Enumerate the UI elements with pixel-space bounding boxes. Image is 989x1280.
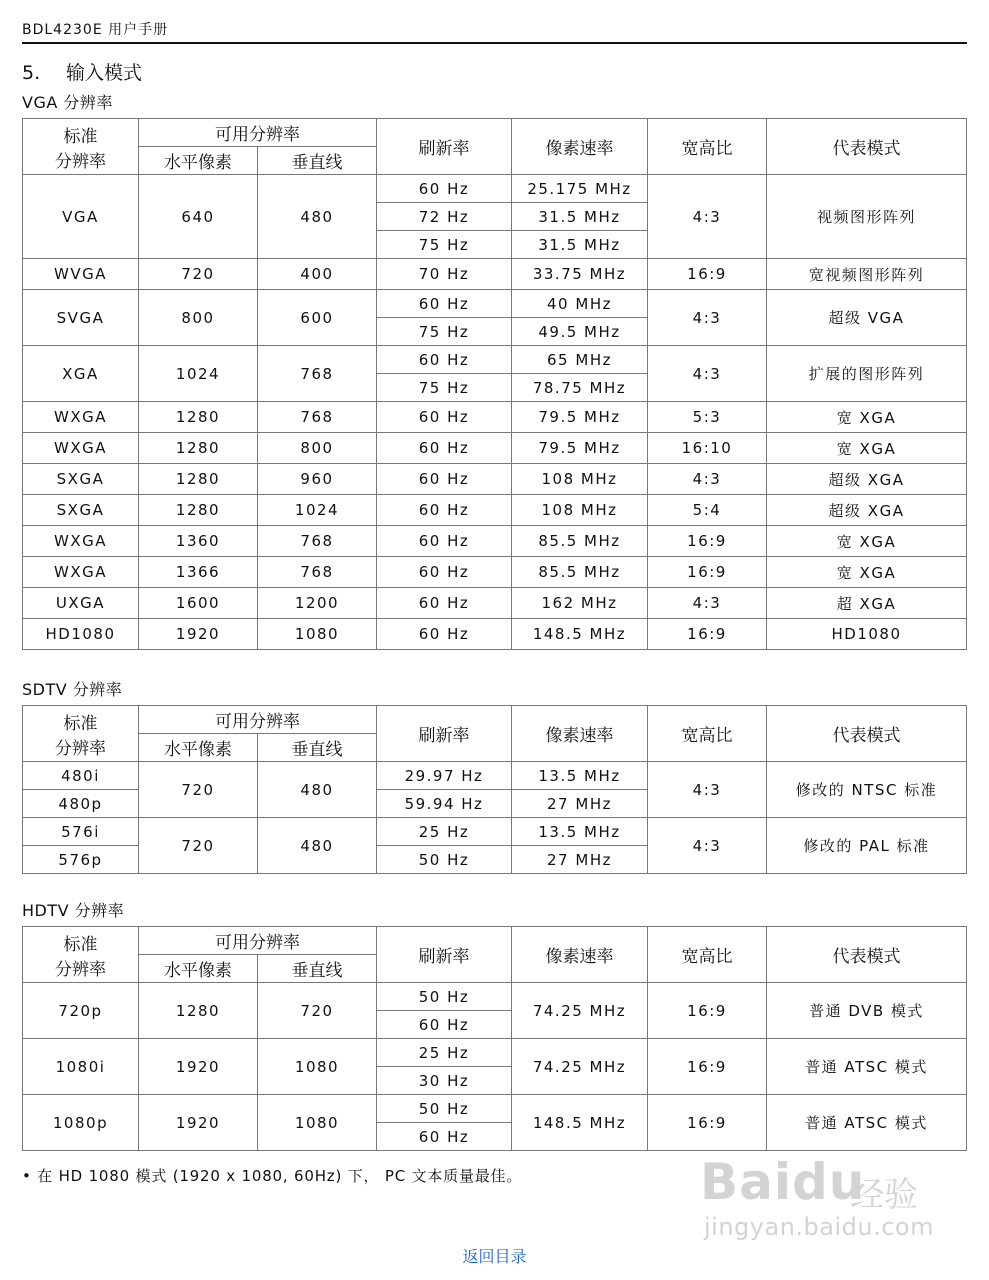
sdtv-resolution-table bbox=[22, 705, 967, 874]
table-row bbox=[23, 175, 967, 203]
mode-cell: 宽 XGA bbox=[767, 557, 967, 588]
table-row bbox=[23, 526, 967, 557]
hdtv-resolution-table bbox=[22, 926, 967, 1151]
refresh-cell: 50 Hz bbox=[377, 846, 512, 874]
standard-cell: SXGA bbox=[23, 464, 139, 495]
header-standard-resolution: 标准 分辨率 bbox=[23, 119, 139, 175]
header-horizontal-pixels: 水平像素 bbox=[139, 734, 258, 762]
horizontal-cell: 1600 bbox=[139, 588, 258, 619]
mode-cell: 宽 XGA bbox=[767, 433, 967, 464]
horizontal-cell: 800 bbox=[139, 290, 258, 346]
pixel-rate-cell: 33.75 MHz bbox=[512, 259, 648, 290]
horizontal-cell: 720 bbox=[139, 818, 258, 874]
vertical-cell: 600 bbox=[258, 290, 377, 346]
pixel-rate-cell: 79.5 MHz bbox=[512, 433, 648, 464]
standard-cell: 1080p bbox=[23, 1095, 139, 1151]
refresh-cell: 60 Hz bbox=[377, 495, 512, 526]
refresh-cell: 72 Hz bbox=[377, 203, 512, 231]
page-header: BDL4230E 用户手册 bbox=[22, 19, 967, 44]
header-pixel-rate: 像素速率 bbox=[512, 119, 648, 175]
mode-cell: 修改的 NTSC 标准 bbox=[767, 762, 967, 818]
pixel-rate-cell: 13.5 MHz bbox=[512, 818, 648, 846]
aspect-cell: 16:10 bbox=[648, 433, 767, 464]
vga-table-title: VGA 分辨率 bbox=[22, 93, 113, 112]
refresh-cell: 60 Hz bbox=[377, 1123, 512, 1151]
standard-cell: UXGA bbox=[23, 588, 139, 619]
mode-cell: 扩展的图形阵列 bbox=[767, 346, 967, 402]
table-row bbox=[23, 1039, 967, 1067]
table-row bbox=[23, 464, 967, 495]
horizontal-cell: 1366 bbox=[139, 557, 258, 588]
refresh-cell: 29.97 Hz bbox=[377, 762, 512, 790]
refresh-cell: 60 Hz bbox=[377, 1011, 512, 1039]
refresh-cell: 50 Hz bbox=[377, 983, 512, 1011]
mode-cell: 超 XGA bbox=[767, 588, 967, 619]
vertical-cell: 800 bbox=[258, 433, 377, 464]
table-row bbox=[23, 495, 967, 526]
aspect-cell: 4:3 bbox=[648, 346, 767, 402]
mode-cell: 超级 XGA bbox=[767, 495, 967, 526]
standard-cell: 720p bbox=[23, 983, 139, 1039]
table-row bbox=[23, 346, 967, 374]
horizontal-cell: 1360 bbox=[139, 526, 258, 557]
aspect-cell: 16:9 bbox=[648, 983, 767, 1039]
pixel-rate-cell: 40 MHz bbox=[512, 290, 648, 318]
pixel-rate-cell: 49.5 MHz bbox=[512, 318, 648, 346]
header-vertical-lines: 垂直线 bbox=[258, 147, 377, 175]
standard-cell: 480i bbox=[23, 762, 139, 790]
vertical-cell: 480 bbox=[258, 762, 377, 818]
vga-resolution-table bbox=[22, 118, 967, 650]
header-horizontal-pixels: 水平像素 bbox=[139, 147, 258, 175]
header-aspect-ratio: 宽高比 bbox=[648, 706, 767, 762]
refresh-cell: 60 Hz bbox=[377, 619, 512, 650]
header-pixel-rate: 像素速率 bbox=[512, 927, 648, 983]
mode-cell: HD1080 bbox=[767, 619, 967, 650]
pixel-rate-cell: 31.5 MHz bbox=[512, 203, 648, 231]
standard-cell: 1080i bbox=[23, 1039, 139, 1095]
standard-cell: WXGA bbox=[23, 557, 139, 588]
header-standard-resolution: 标准 分辨率 bbox=[23, 927, 139, 983]
horizontal-cell: 1280 bbox=[139, 495, 258, 526]
refresh-cell: 30 Hz bbox=[377, 1067, 512, 1095]
refresh-cell: 60 Hz bbox=[377, 526, 512, 557]
vertical-cell: 480 bbox=[258, 818, 377, 874]
header-vertical-lines: 垂直线 bbox=[258, 955, 377, 983]
pixel-rate-cell: 148.5 MHz bbox=[512, 1095, 648, 1151]
refresh-cell: 60 Hz bbox=[377, 402, 512, 433]
standard-cell: 576p bbox=[23, 846, 139, 874]
watermark-logo-text: Baidu bbox=[700, 1153, 866, 1211]
refresh-cell: 25 Hz bbox=[377, 818, 512, 846]
table-row bbox=[23, 402, 967, 433]
mode-cell: 普通 ATSC 模式 bbox=[767, 1095, 967, 1151]
header-available-resolution: 可用分辨率 bbox=[139, 706, 377, 734]
mode-cell: 宽视频图形阵列 bbox=[767, 259, 967, 290]
pixel-rate-cell: 108 MHz bbox=[512, 464, 648, 495]
aspect-cell: 4:3 bbox=[648, 175, 767, 259]
refresh-cell: 60 Hz bbox=[377, 290, 512, 318]
standard-cell: HD1080 bbox=[23, 619, 139, 650]
vertical-cell: 1200 bbox=[258, 588, 377, 619]
horizontal-cell: 720 bbox=[139, 762, 258, 818]
horizontal-cell: 1024 bbox=[139, 346, 258, 402]
pixel-rate-cell: 25.175 MHz bbox=[512, 175, 648, 203]
aspect-cell: 16:9 bbox=[648, 526, 767, 557]
refresh-cell: 60 Hz bbox=[377, 175, 512, 203]
aspect-cell: 5:4 bbox=[648, 495, 767, 526]
header-available-resolution: 可用分辨率 bbox=[139, 927, 377, 955]
pixel-rate-cell: 31.5 MHz bbox=[512, 231, 648, 259]
mode-cell: 视频图形阵列 bbox=[767, 175, 967, 259]
pixel-rate-cell: 162 MHz bbox=[512, 588, 648, 619]
pixel-rate-cell: 27 MHz bbox=[512, 846, 648, 874]
aspect-cell: 5:3 bbox=[648, 402, 767, 433]
horizontal-cell: 1920 bbox=[139, 1039, 258, 1095]
header-refresh-rate: 刷新率 bbox=[377, 706, 512, 762]
baidu-watermark-logo bbox=[700, 1145, 960, 1255]
aspect-cell: 16:9 bbox=[648, 259, 767, 290]
hdtv-table-title: HDTV 分辨率 bbox=[22, 901, 125, 920]
refresh-cell: 60 Hz bbox=[377, 557, 512, 588]
horizontal-cell: 1280 bbox=[139, 464, 258, 495]
standard-cell: SVGA bbox=[23, 290, 139, 346]
refresh-cell: 60 Hz bbox=[377, 464, 512, 495]
standard-cell: WXGA bbox=[23, 402, 139, 433]
section-number: 5. bbox=[22, 62, 41, 84]
refresh-cell: 60 Hz bbox=[377, 588, 512, 619]
pixel-rate-cell: 13.5 MHz bbox=[512, 762, 648, 790]
standard-cell: WXGA bbox=[23, 526, 139, 557]
pixel-rate-cell: 65 MHz bbox=[512, 346, 648, 374]
vertical-cell: 768 bbox=[258, 526, 377, 557]
header-available-resolution: 可用分辨率 bbox=[139, 119, 377, 147]
aspect-cell: 4:3 bbox=[648, 762, 767, 818]
vertical-cell: 720 bbox=[258, 983, 377, 1039]
standard-cell: 480p bbox=[23, 790, 139, 818]
header-aspect-ratio: 宽高比 bbox=[648, 119, 767, 175]
back-to-contents-link[interactable]: 返回目录 bbox=[462, 1247, 527, 1266]
section-heading: 输入模式 bbox=[66, 62, 143, 84]
pixel-rate-cell: 74.25 MHz bbox=[512, 983, 648, 1039]
table-row bbox=[23, 762, 967, 790]
header-representative-mode: 代表模式 bbox=[767, 927, 967, 983]
standard-cell: XGA bbox=[23, 346, 139, 402]
mode-cell: 普通 DVB 模式 bbox=[767, 983, 967, 1039]
pixel-rate-cell: 108 MHz bbox=[512, 495, 648, 526]
pixel-rate-cell: 78.75 MHz bbox=[512, 374, 648, 402]
vertical-cell: 1080 bbox=[258, 1095, 377, 1151]
aspect-cell: 16:9 bbox=[648, 1039, 767, 1095]
horizontal-cell: 1280 bbox=[139, 433, 258, 464]
mode-cell: 宽 XGA bbox=[767, 526, 967, 557]
table-row bbox=[23, 619, 967, 650]
pixel-rate-cell: 27 MHz bbox=[512, 790, 648, 818]
watermark-url: jingyan.baidu.com bbox=[704, 1213, 934, 1241]
mode-cell: 超级 XGA bbox=[767, 464, 967, 495]
standard-cell: VGA bbox=[23, 175, 139, 259]
table-row bbox=[23, 983, 967, 1011]
horizontal-cell: 1920 bbox=[139, 1095, 258, 1151]
footnote: • 在 HD 1080 模式 (1920 x 1080, 60Hz) 下， PC 文本质量最佳。 bbox=[22, 1167, 523, 1185]
refresh-cell: 60 Hz bbox=[377, 346, 512, 374]
vertical-cell: 768 bbox=[258, 402, 377, 433]
section-title bbox=[22, 58, 142, 85]
pixel-rate-cell: 74.25 MHz bbox=[512, 1039, 648, 1095]
pixel-rate-cell: 79.5 MHz bbox=[512, 402, 648, 433]
table-row bbox=[23, 588, 967, 619]
sdtv-table-title: SDTV 分辨率 bbox=[22, 680, 123, 699]
header-horizontal-pixels: 水平像素 bbox=[139, 955, 258, 983]
mode-cell: 普通 ATSC 模式 bbox=[767, 1039, 967, 1095]
mode-cell: 宽 XGA bbox=[767, 402, 967, 433]
pixel-rate-cell: 148.5 MHz bbox=[512, 619, 648, 650]
horizontal-cell: 1920 bbox=[139, 619, 258, 650]
horizontal-cell: 1280 bbox=[139, 983, 258, 1039]
aspect-cell: 16:9 bbox=[648, 619, 767, 650]
mode-cell: 超级 VGA bbox=[767, 290, 967, 346]
header-representative-mode: 代表模式 bbox=[767, 119, 967, 175]
header-vertical-lines: 垂直线 bbox=[258, 734, 377, 762]
refresh-cell: 25 Hz bbox=[377, 1039, 512, 1067]
aspect-cell: 4:3 bbox=[648, 588, 767, 619]
vertical-cell: 1080 bbox=[258, 1039, 377, 1095]
refresh-cell: 75 Hz bbox=[377, 374, 512, 402]
header-pixel-rate: 像素速率 bbox=[512, 706, 648, 762]
vertical-cell: 1024 bbox=[258, 495, 377, 526]
watermark-logo-cn: 经验 bbox=[850, 1175, 918, 1215]
standard-cell: WXGA bbox=[23, 433, 139, 464]
aspect-cell: 4:3 bbox=[648, 464, 767, 495]
pixel-rate-cell: 85.5 MHz bbox=[512, 557, 648, 588]
pixel-rate-cell: 85.5 MHz bbox=[512, 526, 648, 557]
aspect-cell: 16:9 bbox=[648, 1095, 767, 1151]
vertical-cell: 960 bbox=[258, 464, 377, 495]
refresh-cell: 75 Hz bbox=[377, 231, 512, 259]
header-standard-resolution: 标准 分辨率 bbox=[23, 706, 139, 762]
table-row bbox=[23, 259, 967, 290]
standard-cell: WVGA bbox=[23, 259, 139, 290]
vertical-cell: 400 bbox=[258, 259, 377, 290]
vertical-cell: 768 bbox=[258, 346, 377, 402]
header-aspect-ratio: 宽高比 bbox=[648, 927, 767, 983]
table-row bbox=[23, 557, 967, 588]
aspect-cell: 16:9 bbox=[648, 557, 767, 588]
vertical-cell: 1080 bbox=[258, 619, 377, 650]
table-row bbox=[23, 818, 967, 846]
standard-cell: SXGA bbox=[23, 495, 139, 526]
aspect-cell: 4:3 bbox=[648, 290, 767, 346]
standard-cell: 576i bbox=[23, 818, 139, 846]
refresh-cell: 70 Hz bbox=[377, 259, 512, 290]
header-refresh-rate: 刷新率 bbox=[377, 119, 512, 175]
header-representative-mode: 代表模式 bbox=[767, 706, 967, 762]
horizontal-cell: 720 bbox=[139, 259, 258, 290]
horizontal-cell: 1280 bbox=[139, 402, 258, 433]
table-row bbox=[23, 1095, 967, 1123]
table-row bbox=[23, 290, 967, 318]
vertical-cell: 480 bbox=[258, 175, 377, 259]
horizontal-cell: 640 bbox=[139, 175, 258, 259]
refresh-cell: 75 Hz bbox=[377, 318, 512, 346]
aspect-cell: 4:3 bbox=[648, 818, 767, 874]
refresh-cell: 50 Hz bbox=[377, 1095, 512, 1123]
mode-cell: 修改的 PAL 标准 bbox=[767, 818, 967, 874]
table-row bbox=[23, 433, 967, 464]
refresh-cell: 60 Hz bbox=[377, 433, 512, 464]
refresh-cell: 59.94 Hz bbox=[377, 790, 512, 818]
vertical-cell: 768 bbox=[258, 557, 377, 588]
header-refresh-rate: 刷新率 bbox=[377, 927, 512, 983]
